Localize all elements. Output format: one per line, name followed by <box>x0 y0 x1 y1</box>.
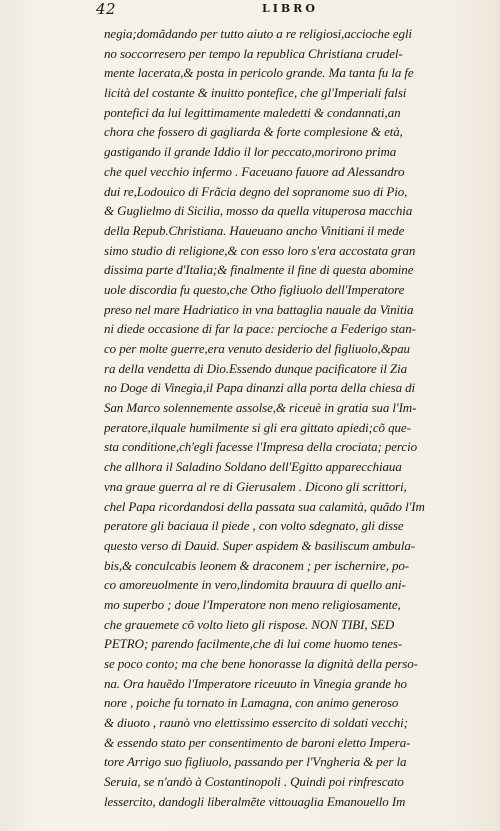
text-line: na. Ora hauẽdo l'Imperatore riceuuto in Vinegia grande ho <box>104 675 407 691</box>
text-line: chora che fossero di gagliarda & forte complesione & età, <box>104 124 403 140</box>
text-line: sta conditione,ch'egli facesse l'Impresa della crociata; percio <box>104 439 417 455</box>
text-line: che allhora il Saladino Soldano dell'Egitto apparecchiaua <box>104 459 402 475</box>
text-line: dui re,Lodouico di Frãcia degno del sopranome suo di Pio, <box>104 183 408 199</box>
text-line: pontefici da lui legittimamente maledetti & condannati,an <box>104 104 401 120</box>
text-line: peratore,ilquale humilmente si gli era gittato apiedi;cõ que- <box>104 419 411 435</box>
text-line: uole discordia fu questo,che Otho figliuolo dell'Imperatore <box>104 281 405 297</box>
text-line: co per molte guerre,era venuto desiderio del figliuolo,&pau <box>104 341 410 356</box>
text-line: preso nel mare Hadriatico in vna battaglia nauale da Vinitia <box>104 301 414 317</box>
text-line: co amoreuolmente in vero,lindomita brauura di quello ani- <box>104 577 406 593</box>
text-line: no Doge di Vinegia,il Papa dinanzi alla porta della chiesa di <box>104 380 416 396</box>
text-line: PETRO; parendo facilmente,che di lui come huomo tenes- <box>104 636 403 652</box>
text-line: peratore gli baciaua il piede , con volto sdegnato, gli disse <box>104 518 404 534</box>
text-line: della Repub.Christiana. Haueuano ancho Vinitiani il mede <box>104 222 405 238</box>
text-line: negia;domãdando per tutto aiuto a re religiosi,accioche egli <box>104 26 412 41</box>
text-line: che quel vecchio infermo . Faceuano fauore ad Alessandro <box>104 163 405 179</box>
text-line: vna graue guerra al re di Gierusalem . Dicono gli scrittori, <box>104 478 407 494</box>
text-line: San Marco solennemente assolse,& riceuè in gratia sua l'Im- <box>104 400 417 416</box>
running-head: LIBRO <box>262 2 318 15</box>
text-line: nore , poiche fu tornato in Lamagna, con animo generoso <box>104 695 399 711</box>
text-line: Seruia, se n'andò à Costantinopoli . Quindi poi rinfrescato <box>104 774 404 790</box>
page-header <box>0 0 500 22</box>
text-line: gastigando il grande Iddio il lor peccato,morirono prima <box>104 144 397 160</box>
text-line: & diuoto , raunò vno elettissimo essercito di soldati vecchi; <box>104 715 408 731</box>
text-line: mente lacerata,& posta in pericolo grande. Ma tanta fu la fe <box>104 65 414 81</box>
text-line: ni diede occasione di far la pace: percioche a Federigo stan- <box>104 321 416 337</box>
text-line: chel Papa ricordandosi della passata sua calamità, quãdo l'Im <box>104 498 425 514</box>
text-line: licità del costante & inuitto pontefice, che gl'Imperiali falsi <box>104 85 407 101</box>
text-line: mo superbo ; doue l'Imperatore non meno religiosamente, <box>104 596 401 612</box>
text-line: simo studio di religione,& con esso loro s'era accostata gran <box>104 242 416 258</box>
body-text <box>104 24 489 812</box>
page-number: 42 <box>96 0 117 18</box>
text-line: ra della vendetta di Dio.Essendo dunque pacificatore il Zia <box>104 360 408 376</box>
text-line: no soccorresero per tempo la republica Christiana crudel- <box>104 45 403 61</box>
text-line: & essendo stato per consentimento de baroni eletto Impera- <box>104 734 411 750</box>
text-line: se poco conto; ma che bene honorasse la dignità della perso- <box>104 656 418 671</box>
text-line: lessercito, dandogli liberalmẽte vittouaglia Emanouello Im <box>104 793 406 809</box>
text-line: tore Arrigo suo figliuolo, passando per l'Vngheria & per la <box>104 754 407 770</box>
text-line: questo verso di Dauid. Super aspidem & basiliscum ambula- <box>104 537 415 553</box>
text-line: che grauemete cõ volto lieto gli rispose. NON TIBI, SED <box>104 616 395 632</box>
text-line: & Guglielmo di Sicilia, mosso da quella vituperosa macchia <box>104 203 413 219</box>
text-line: bis,& conculcabis leonem & draconem ; per ischernire, po- <box>104 557 410 573</box>
text-line: dissima parte d'Italia;& finalmente il fine di questa abomine <box>104 262 414 278</box>
